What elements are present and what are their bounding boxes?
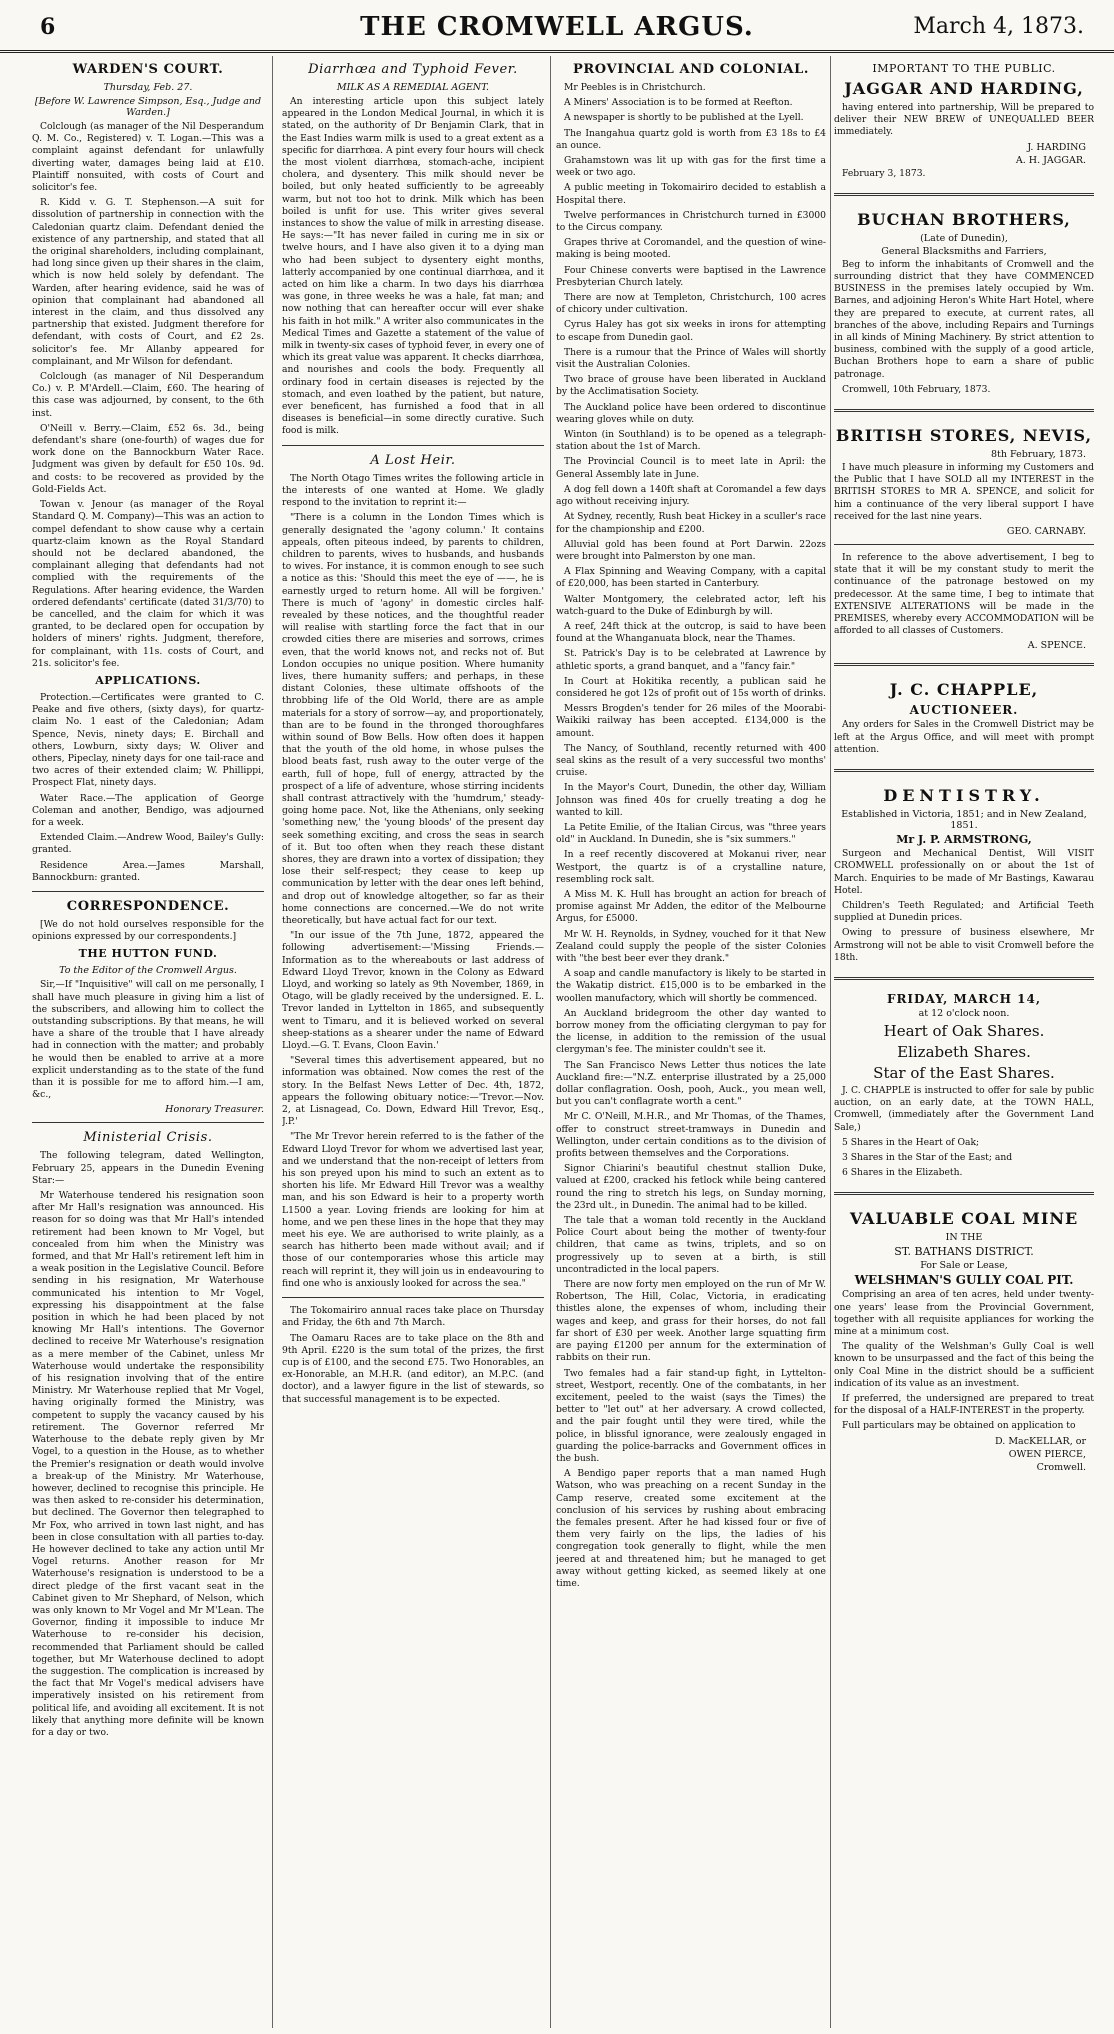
- ad-text: If preferred, the undersigned are prepared to treat for the disposal of a HALF-INTEREST in the property.: [834, 1392, 1094, 1417]
- news-item: Cyrus Haley has got six weeks in irons for attempting to escape from Dunedin gaol.: [556, 319, 826, 343]
- news-item: Messrs Brogden's tender for 26 miles of the Moorabi-Waikiki railway has been accepted. £134,000 is the amount.: [556, 703, 826, 739]
- divider: [834, 409, 1094, 412]
- diarrhoea-subheading: MILK AS A REMEDIAL AGENT.: [336, 82, 490, 93]
- divider: [282, 1297, 544, 1298]
- divider: [32, 891, 264, 892]
- divider: [834, 769, 1094, 772]
- news-item: An Auckland bridegroom the other day wanted to borrow money from the officiating clergyman to pay for the license, in addition to the remission of the usual clergyman's fee. The minister couldn't see it.: [556, 1007, 826, 1056]
- court-before: [Before W. Lawrence Simpson, Esq., Judge and Warden.]: [34, 96, 262, 118]
- dentist-name: Mr J. P. ARMSTRONG,: [896, 833, 1032, 847]
- coal-mine-ad: [834, 1203, 1094, 1476]
- ad-text: having entered into partnership, Will be prepared to deliver their NEW BREW of UNEQUALLED BEER immediately.: [834, 102, 1094, 138]
- masthead: [0, 0, 1114, 53]
- advertiser-name: VALUABLE COAL MINE: [849, 1209, 1079, 1229]
- news-item: The Inangahua quartz gold is worth from £3 18s to £4 an ounce.: [556, 127, 826, 151]
- news-item: Two females had a fair stand-up fight, in Lyttelton-street, Westport, recently. One of the combatants, in her excitement, peeled to the waist (says the Times) the better to "let out" at her adversary. A crowd collected, and the pair fought until they were tired, while the police, in blissful ignorance, were zealously engaged in guarding the police-barracks and Government offices in the bush.: [556, 1367, 826, 1464]
- article-paragraph: The Oamaru Races are to take place on the 8th and 9th April. £220 is the sum total of the prizes, the first cup is of £100, and the second £75. Two Honorables, an ex-Honorable, an M.H.R. (and editor), an M.P.C. (and doctor), and a lawyer figure in the list of stewards, so that successful management is to be expected.: [282, 1332, 544, 1405]
- ad-text: Comprising an area of ten acres, held under twenty-one years' lease from the Provincial Government, together with all requisite appliances for working the mine at a minimum cost.: [834, 1289, 1094, 1337]
- article-paragraph: Colclough (as manager of the Nil Desperandum Q. M. Co., Registered) v. T. Logan.—This was a complaint against defendant for unlawfully diverting water, damages being laid at £10. Plaintiff nonsuited, with costs of Court and solicitor's fee.: [32, 121, 264, 194]
- news-item: Signor Chiarini's beautiful chestnut stallion Duke, valued at £200, cracked his fetlock while being cantered round the ring to stretch his legs, on Sunday morning, the 23rd ult., in Dunedin. The animal had to be killed.: [556, 1163, 826, 1211]
- news-item: Twelve performances in Christchurch turned in £3000 to the Circus company.: [556, 209, 826, 234]
- divider: [282, 445, 544, 446]
- news-item: In a reef recently discovered at Mokanui river, near Westport, the quartz is of a crystalline nature, resembling rock salt.: [556, 849, 826, 885]
- divider: [834, 1192, 1094, 1195]
- news-item: The San Francisco News Letter thus notices the late Auckland fire:—"N.Z. enterprise illustrated by a 25,000 dollar conflagration. Oosh, pooh, Auck., you mean well, but you can't conflagrate worth a cent.": [556, 1059, 826, 1108]
- news-item: La Petite Emilie, of the Italian Circus, was "three years old" in Auckland. In Dunedin, she is "six summers.": [556, 821, 826, 846]
- ad-subtitle: AUCTIONEER.: [909, 703, 1019, 718]
- chapple-auctioneer-ad: [834, 674, 1094, 761]
- lost-heir-heading: A Lost Heir.: [370, 452, 456, 468]
- news-item: A newspaper is shortly to be published at the Lyell.: [564, 112, 804, 124]
- article-paragraph: O'Neill v. Berry.—Claim, £52 6s. 3d., being defendant's share (one-fourth) of wages due for work done on the Bannockburn Water Race. Judgment was given by default for £50 10s. 9d. and costs: to be recovered as provided by the Gold-Fields Act.: [32, 422, 264, 495]
- article-paragraph: An interesting article upon this subject lately appeared in the London Medical Journal, in which it is stated, on the authority of Dr Benjamin Clark, that in the East Indies warm milk is used to a great extent as a specific for diarrhœa. A pint every four hours will check the most violent diarrhœa, stomach-ache, incipient cholera, and dysentery. This milk should never be boiled, but only heated sufficiently to be agreeably warm, but not too hot to drink. Milk which has been boiled is unfit for use. This writer gives several instances to show the value of milk in arresting disease. He says:—"It has never failed in curing me in six or twelve hours, and I have also given it to a dying man who had been subject to dysentery eight months, latterly accompanied by one continual diarrhœa, and it acted on him like a charm. In two days his diarrhœa was gone, in three weeks he was a hale, fat man; and now nothing that can hereafter occur will ever shake his faith in hot milk." A writer also communicates in the Medical Times and Gazette a statement of the value of milk in twenty-six cases of typhoid fever, in every one of which its great value was apparent. It checks diarrhœa, and nourishes and cools the body. Frequently all ordinary food in certain diseases is rejected by the stomach, and even loathed by the patient, but nature, ever beneficent, has furnished a food that in all diseases is beneficial—in some directly curative. Such food is milk.: [282, 96, 544, 437]
- article-paragraph: Towan v. Jenour (as manager of the Royal Standard Q. M. Company)—This was an action to compel defendant to show cause why a certain quartz-claim known as the Royal Standard should not be declared abandoned, the complainant alleging that defendants had not complied with the requirements of the Regulations. After hearing evidence, the Warden ordered defendants' certificate (dated 31/3/70) to be cancelled, and the claim for which it was granted, to be declared open for occupation by holders of miners' rights. Judgment, therefore, for complainant, with 11s. costs of Court, and 21s. solicitor's fee.: [32, 499, 264, 669]
- dentistry-ad: [834, 780, 1094, 969]
- news-item: In the Mayor's Court, Dunedin, the other day, William Johnson was fined 40s for cruelly treating a dog he wanted to kill.: [556, 782, 826, 818]
- column-rule: [272, 56, 273, 2028]
- ad-signature: A. H. JAGGAR.: [1015, 154, 1086, 166]
- article-paragraph: R. Kidd v. G. T. Stephenson.—A suit for dissolution of partnership in connection with the Caledonian quartz claim. Defendant denied the existence of any partnership, and stated that all the original shareholders, including complainant, had long since given up their shares in the claim, which is now held solely by defendant. The Warden, after hearing evidence, said he was of opinion that complainant had abandoned all interest in the claim, and thus dissolved any partnership that existed. Judgment therefore for defendant, with costs of Court, and £2 2s. solicitor's fee. Mr Allanby appeared for complainant, and Mr Wilson for defendant.: [32, 197, 264, 367]
- news-item: A public meeting in Tokomairiro decided to establish a Hospital there.: [556, 182, 826, 206]
- news-item: St. Patrick's Day is to be celebrated at Lawrence by athletic sports, a grand banquet, and a "fancy fair.": [556, 648, 826, 672]
- article-paragraph: Protection.—Certificates were granted to C. Peake and five others, (sixty days), for quartz-claim No. 1 east of the Caledonian; Adam Spence, Nevis, ninety days; E. Birchall and others, Lowburn, sixty days; W. Oliver and others, Pipeclay, ninety days for one tail-race and two acres of their extended claim; W. Phillippi, Prospect Flat, ninety days.: [32, 691, 264, 789]
- share-title: Star of the East Shares.: [873, 1063, 1055, 1082]
- ad-text: In reference to the above advertisement, I beg to state that it will be my constant study to merit the continuance of the patronage bestowed on my predecessor. At the same time, I beg to intimate that EXTENSIVE ALTERATIONS will be made in the PREMISES, whereby every ACCOMMODATION will be afforded to all classes of Customers.: [834, 552, 1094, 637]
- diarrhoea-heading: Diarrhœa and Typhoid Fever.: [308, 62, 518, 77]
- court-date: Thursday, Feb. 27.: [103, 82, 193, 93]
- news-item: The Auckland police have been ordered to discontinue wearing gloves while on duty.: [556, 401, 826, 425]
- ad-subtitle: IN THE: [945, 1232, 983, 1244]
- divider: [32, 1122, 264, 1123]
- news-item: In Court at Hokitika recently, a publican said he considered he got 12s of profit out of 15s worth of drinks.: [556, 675, 826, 699]
- news-item: Two brace of grouse have been liberated in Auckland by the Acclimatisation Society.: [556, 374, 826, 398]
- news-item: Mr W. H. Reynolds, in Sydney, vouched for it that New Zealand could supply the people of the sister Colonies with "the best beer ever they drank.": [556, 928, 826, 964]
- ad-text: The quality of the Welshman's Gully Coal is well known to be unsurpassed and the fact of this being the only Coal Mine in the district should be a sufficient indication of its value as an investment.: [834, 1341, 1094, 1389]
- buchan-brothers-ad: [834, 204, 1094, 401]
- column-rule: [550, 56, 551, 2028]
- news-item: There are now forty men employed on the run of Mr W. Robertson, The Hill, Colac, Victoria, in eradicating thistles alone, the expenses of whom, including their wages and keep, and grass for their horses, do not fall far short of £30 per week. Another large squatting firm are paying £1200 per annum for the extermination of rabbits on their run.: [556, 1279, 826, 1364]
- coal-pit-name: WELSHMAN'S GULLY COAL PIT.: [854, 1273, 1074, 1288]
- advertiser-name: BUCHAN BROTHERS,: [857, 209, 1071, 229]
- hutton-fund-heading: THE HUTTON FUND.: [78, 947, 218, 961]
- share-title: Heart of Oak Shares.: [883, 1021, 1045, 1040]
- ad-date: February 3, 1873.: [842, 167, 926, 179]
- ad-text: Full particulars may be obtained on application to: [842, 1420, 1076, 1432]
- divider: [834, 977, 1094, 980]
- letter-salutation: To the Editor of the Cromwell Argus.: [59, 965, 237, 977]
- ad-subtitle: ST. BATHANS DISTRICT.: [894, 1245, 1034, 1259]
- ad-date: 8th February, 1873.: [991, 449, 1086, 461]
- ad-subtitle: Established in Victoria, 1851; and in New Zealand, 1851.: [841, 809, 1087, 832]
- column-2: [282, 58, 544, 2028]
- news-item: At Sydney, recently, Rush beat Hickey in a sculler's race for the championship and £200.: [556, 511, 826, 535]
- ad-text: Children's Teeth Regulated; and Artificial Teeth supplied at Dunedin prices.: [834, 899, 1094, 924]
- ad-subtitle: For Sale or Lease,: [920, 1260, 1008, 1272]
- newspaper-title: THE CROMWELL ARGUS.: [360, 12, 754, 42]
- article-paragraph: "There is a column in the London Times which is generally designated the 'agony column.' It contains appeals, often piteous indeed, by parents to children, children to parents, wives to husbands, and husbands to wives. For instance, it is common enough to see such a notice as this: 'Should this meet the eye of ——, he is earnestly urged to return home. All will be forgiven.' There is much of 'agony' in domestic circles half-revealed by these notices, and the thoughtful reader will realise with startling force the fact that in our crowded cities there are miseries and sorrows, crimes even, that the world knows not, and recks not of. But London occupies no unique position. Where humanity lives, there humanity suffers; and perhaps, in these distant Colonies, these ultimate offshoots of the throbbing life of the Old World, there are as ample materials for a story of sorrow—ay, and proportionately, than are to be found in the thronged thoroughfares within sound of Bow Bells. How often does it happen that the youth of the old home, in whose pulses the blood beats fast, rush away to the outer verge of the earth, full of hope, full of energy, attracted by the prospect of a life of adventure, whose stirring incidents shall contrast attractively with the 'humdrum,' steady-going home pace. Not, like the Athenians, only seeking 'something new,' the 'young bloods' of the present day seek something exciting, and cross the seas in search of it. But too often when they reach these distant shores, they are drawn into a vortex of dissipation; they lose their self-respect; they cease to keep up communication by letter with the dear ones left behind, and drop out of knowledge altogether, so far as their home connections are concerned.—We do not write theoretically, but have actual fact for our text.: [282, 512, 544, 926]
- ad-signature: A. SPENCE.: [1027, 640, 1086, 652]
- news-item: A Bendigo paper reports that a man named Hugh Watson, who was preaching on a recent Sunday in the Camp reserve, created some excitement at the conclusion of his services by rushing about embracing the females present. After he had kissed four or five of them very fairly on the lips, the ladies of his congregation took generally to flight, while the men jeered at and threatened him; but he managed to get away without getting kicked, as seemed likely at one time.: [556, 1468, 826, 1589]
- sale-time: at 12 o'clock noon.: [918, 1007, 1010, 1019]
- jaggar-harding-ad: [834, 58, 1094, 185]
- news-items: [556, 82, 826, 1590]
- ministerial-crisis-heading: Ministerial Crisis.: [83, 1130, 213, 1146]
- ad-date: Cromwell, 10th February, 1873.: [842, 383, 991, 395]
- ad-text: I have much pleasure in informing my Customers and the Public that I have SOLD all my INTEREST in the BRITISH STORES to MR A. SPENCE, and solicit for him a continuance of the very liberal support I have received for the last nine years.: [834, 462, 1094, 522]
- divider: [834, 193, 1094, 196]
- share-item: 6 Shares in the Elizabeth.: [842, 1167, 963, 1179]
- news-item: There is a rumour that the Prince of Wales will shortly visit the Australian Colonies.: [556, 346, 826, 371]
- article-paragraph: "The Mr Trevor herein referred to is the father of the Edward Lloyd Trevor for whom we advertised last year, and we understand that the non-receipt of letters from his son preyed upon his mind to such an extent as to shorten his life. Mr Edward Hill Trevor was a wealthy man, and his son Edward is heir to a property worth L1500 a year. Loving friends are looking for him at home, and we pen these lines in the hope that they may meet his eye. We are authorised to write plainly, as a search has hitherto been made without avail; and if those of our contemporaries whose this article may reach will reprint it, they will join us in endeavouring to find one who is anxiously looked for across the sea.": [282, 1131, 544, 1289]
- divider: [834, 663, 1094, 666]
- article-paragraph: Water Race.—The application of George Coleman and another, Bendigo, was adjourned for a week.: [32, 792, 264, 828]
- advertiser-name: JAGGAR AND HARDING,: [844, 79, 1084, 98]
- issue-date: March 4, 1873.: [913, 14, 1084, 39]
- news-item: There are now at Templeton, Christchurch, 100 acres of chicory under cultivation.: [556, 292, 826, 316]
- column-3: [556, 58, 826, 2028]
- article-paragraph: Residence Area.—James Marshall, Bannockburn: granted.: [32, 859, 264, 883]
- wardens-court-heading: WARDEN'S COURT.: [72, 62, 224, 77]
- ad-text: J. C. CHAPPLE is instructed to offer for sale by public auction, on an early date, at the TOWN HALL, Cromwell, (immediately after the Government Land Sale,): [834, 1084, 1094, 1133]
- news-item: A Flax Spinning and Weaving Company, with a capital of £20,000, has been started in Canterbury.: [556, 566, 826, 590]
- ad-signature: OWEN PIERCE,: [1008, 1448, 1086, 1460]
- news-item: A reef, 24ft thick at the outcrop, is said to have been found at the Whanganuata block, near the Thames.: [556, 620, 826, 645]
- sale-day: FRIDAY, MARCH 14,: [886, 991, 1042, 1006]
- column-4: [834, 58, 1094, 2028]
- ad-subtitle: General Blacksmiths and Farriers,: [881, 245, 1047, 257]
- news-item: Grapes thrive at Coromandel, and the question of wine-making is being mooted.: [556, 237, 826, 261]
- ad-text: Any orders for Sales in the Cromwell District may be left at the Argus Office, and will meet with prompt attention.: [834, 719, 1094, 755]
- news-item: Winton (in Southland) is to be opened as a telegraph-station about the 1st of March.: [556, 429, 826, 453]
- news-item: A soap and candle manufactory is likely to be started in the Wakatip district. £15,000 is to be embarked in the woollen manufactory, which will shortly be commenced.: [556, 968, 826, 1004]
- ad-signature: GEO. CARNABY.: [1006, 526, 1086, 538]
- share-sale-ad: [834, 988, 1094, 1184]
- ad-signature: Cromwell.: [1036, 1461, 1086, 1473]
- news-item: The tale that a woman told recently in the Auckland Police Court about being the mother of twenty-four children, that came as twins, triplets, and so on progressively up to seven at a birth, is still uncontradicted in the local papers.: [556, 1215, 826, 1275]
- news-item: A Miners' Association is to be formed at Reefton.: [564, 97, 793, 109]
- correspondence-heading: CORRESPONDENCE.: [66, 898, 230, 914]
- letter-signature: Honorary Treasurer.: [165, 1104, 264, 1116]
- news-item: Alluvial gold has been found at Port Darwin. 22ozs were brought into Palmerston by one man.: [556, 538, 826, 562]
- advertiser-name: DENTISTRY.: [883, 786, 1045, 806]
- column-1: [32, 58, 264, 2028]
- share-item: 3 Shares in the Star of the East; and: [842, 1151, 1013, 1163]
- article-paragraph: "In our issue of the 7th June, 1872, appeared the following advertisement:—'Missing Friends.—Information as to the whereabouts or last address of Edward Lloyd Trevor, known in the Colony as Edward Lloyd, and working so lately as 9th November, 1869, in Otago, will be gladly received by the undersigned. E. L. Trevor landed in Lyttelton in 1865, and subsequently went to Timaru, and it is believed worked on several sheep-stations as a shearer under the name of Edward Lloyd.—G. T. Evans, Cloon Eavin.': [282, 930, 544, 1052]
- ad-signature: J. HARDING: [1027, 141, 1086, 153]
- article-paragraph: Extended Claim.—Andrew Wood, Bailey's Gully: granted.: [32, 832, 264, 856]
- ad-subtitle: (Late of Dunedin),: [920, 232, 1008, 244]
- advertiser-name: J. C. CHAPPLE,: [889, 680, 1039, 700]
- editorial-note: [We do not hold ourselves responsible for the opinions expressed by our correspondents.]: [32, 918, 264, 943]
- ad-text: Surgeon and Mechanical Dentist, Will VISIT CROMWELL professionally on or about the 1st of March. Enquiries to be made of Mr Bastings, Kawarau Hotel.: [834, 848, 1094, 896]
- news-item: Mr C. O'Neill, M.H.R., and Mr Thomas, of the Thames, offer to construct street-tramways in Dunedin and Wellington, under certain conditions as to the division of profits between themselves and the Corporations.: [556, 1111, 826, 1160]
- article-paragraph: The following telegram, dated Wellington, February 25, appears in the Dunedin Evening Star:—: [32, 1150, 264, 1186]
- ad-text: Owing to pressure of business elsewhere, Mr Armstrong will not be able to visit Cromwell before the 18th.: [834, 927, 1094, 963]
- article-paragraph: The North Otago Times writes the following article in the interests of one wanted at Home. We gladly respond to the invitation to reprint it:—: [282, 472, 544, 509]
- news-item: The Provincial Council is to meet late in April: the General Assembly late in June.: [556, 456, 826, 480]
- letter-paragraph: Sir,—If "Inquisitive" will call on me personally, I shall have much pleasure in giving him a list of the subscribers, and allowing him to collect the outstanding subscriptions. By that means, he will have a share of the trouble that I have already had in connection with the matter; and probably he would then be enabled to arrive at a more explicit understanding as to the state of the fund than it is possible for me to afford him.—I am, &c.,: [32, 979, 264, 1101]
- news-item: Walter Montgomery, the celebrated actor, left his watch-guard to the Duke of Edinburgh by will.: [556, 593, 826, 617]
- news-item: Grahamstown was lit up with gas for the first time a week or two ago.: [556, 155, 826, 179]
- british-stores-ad: [834, 420, 1094, 655]
- applications-heading: APPLICATIONS.: [95, 673, 201, 687]
- provincial-colonial-heading: PROVINCIAL AND COLONIAL.: [573, 62, 809, 77]
- news-item: A dog fell down a 140ft shaft at Coromandel a few days ago without receiving injury.: [556, 483, 826, 508]
- page-number: 6: [40, 14, 56, 40]
- column-rule: [830, 56, 831, 2028]
- article-paragraph: Mr Waterhouse tendered his resignation soon after Mr Hall's resignation was announced. His reason for so doing was that Mr Hall's intended retirement had been known to Mr Vogel, but concealed from him when the Ministry was formed, and that Mr Hall's retirement left him in a weak position in the Legislative Council. Before sending in his resignation, Mr Waterhouse communicated his intention to Mr Vogel, expressing his disappointment at the false position in which he had been placed by not knowing Mr Hall's intentions. The Governor declined to receive Mr Waterhouse's resignation as a mere member of the Cabinet, unless Mr Waterhouse would undertake the responsibility of his resignation involving that of the entire Ministry. Mr Waterhouse replied that Mr Vogel, having originally formed the Ministry, was competent to supply the vacancy caused by his retirement. The Governor referred Mr Waterhouse to the debate reply given by Mr Vogel, to a question in the House, as to whether the Premier's resignation or death would involve a break-up of the Ministry. Mr Waterhouse, however, declined to recognise this principle. He was then asked to re-consider his determination, but declined. The Governor then telegraphed to Mr Fox, who arrived in town last night, and has been in close consultation with all parties to-day. He however declined to take any action until Mr Vogel returns. Another reason for Mr Waterhouse's resignation is understood to be a direct pledge of the first vacant seat in the Cabinet given to Mr Shephard, of Nelson, which was only known to Mr Vogel and Mr M'Lean. The Governor, finding it impossible to induce Mr Waterhouse to re-consider his decision, recommended that Parliament should be called together, but Mr Waterhouse declined to adopt the suggestion. The complication is increased by the fact that Mr Vogel's medical advisers have imperatively insisted on his retirement from political life, and avoiding all excitement. It is not likely that anything more definite will be known for a day or two.: [32, 1190, 264, 1738]
- article-paragraph: "Several times this advertisement appeared, but no information was obtained. Now comes the rest of the story. In the Belfast News Letter of Dec. 4th, 1872, appears the following obituary notice:—'Trevor.—Nov. 2, at Lisnagead, Co. Down, Edward Hill Trevor, Esq., J.P.': [282, 1055, 544, 1128]
- news-item: Four Chinese converts were baptised in the Lawrence Presbyterian Church lately.: [556, 264, 826, 288]
- advertiser-name: BRITISH STORES, NEVIS,: [835, 426, 1093, 446]
- share-title: Elizabeth Shares.: [897, 1042, 1031, 1061]
- ad-signature: D. MacKELLAR, or: [995, 1435, 1086, 1447]
- ad-text: Beg to inform the inhabitants of Cromwell and the surrounding district that they have COMMENCED BUSINESS in the premises lately occupied by Wm. Barnes, and adjoining Heron's White Hart Hotel, where they are prepared to execute, at current rates, all branches of the above, including Repairs and Turnings in all kinds of Mining Machinery. By strict attention to business, combined with the supply of a good article, Buchan Brothers hope to earn a share of public patronage.: [834, 258, 1094, 380]
- notice-heading: IMPORTANT TO THE PUBLIC.: [872, 62, 1056, 75]
- news-item: The Nancy, of Southland, recently returned with 400 seal skins as the result of a very successful two months' cruise.: [556, 742, 826, 779]
- news-item: Mr Peebles is in Christchurch.: [564, 82, 706, 93]
- article-paragraph: Colclough (as manager of Nil Desperandum Co.) v. P. M'Ardell.—Claim, £60. The hearing of this case was adjourned, by consent, to the 6th inst.: [32, 371, 264, 419]
- article-paragraph: The Tokomairiro annual races take place on Thursday and Friday, the 6th and 7th March.: [282, 1305, 544, 1329]
- divider: [834, 544, 1094, 545]
- share-item: 5 Shares in the Heart of Oak;: [842, 1136, 980, 1148]
- news-item: A Miss M. K. Hull has brought an action for breach of promise against Mr Adden, the editor of the Melbourne Argus, for £5000.: [556, 888, 826, 925]
